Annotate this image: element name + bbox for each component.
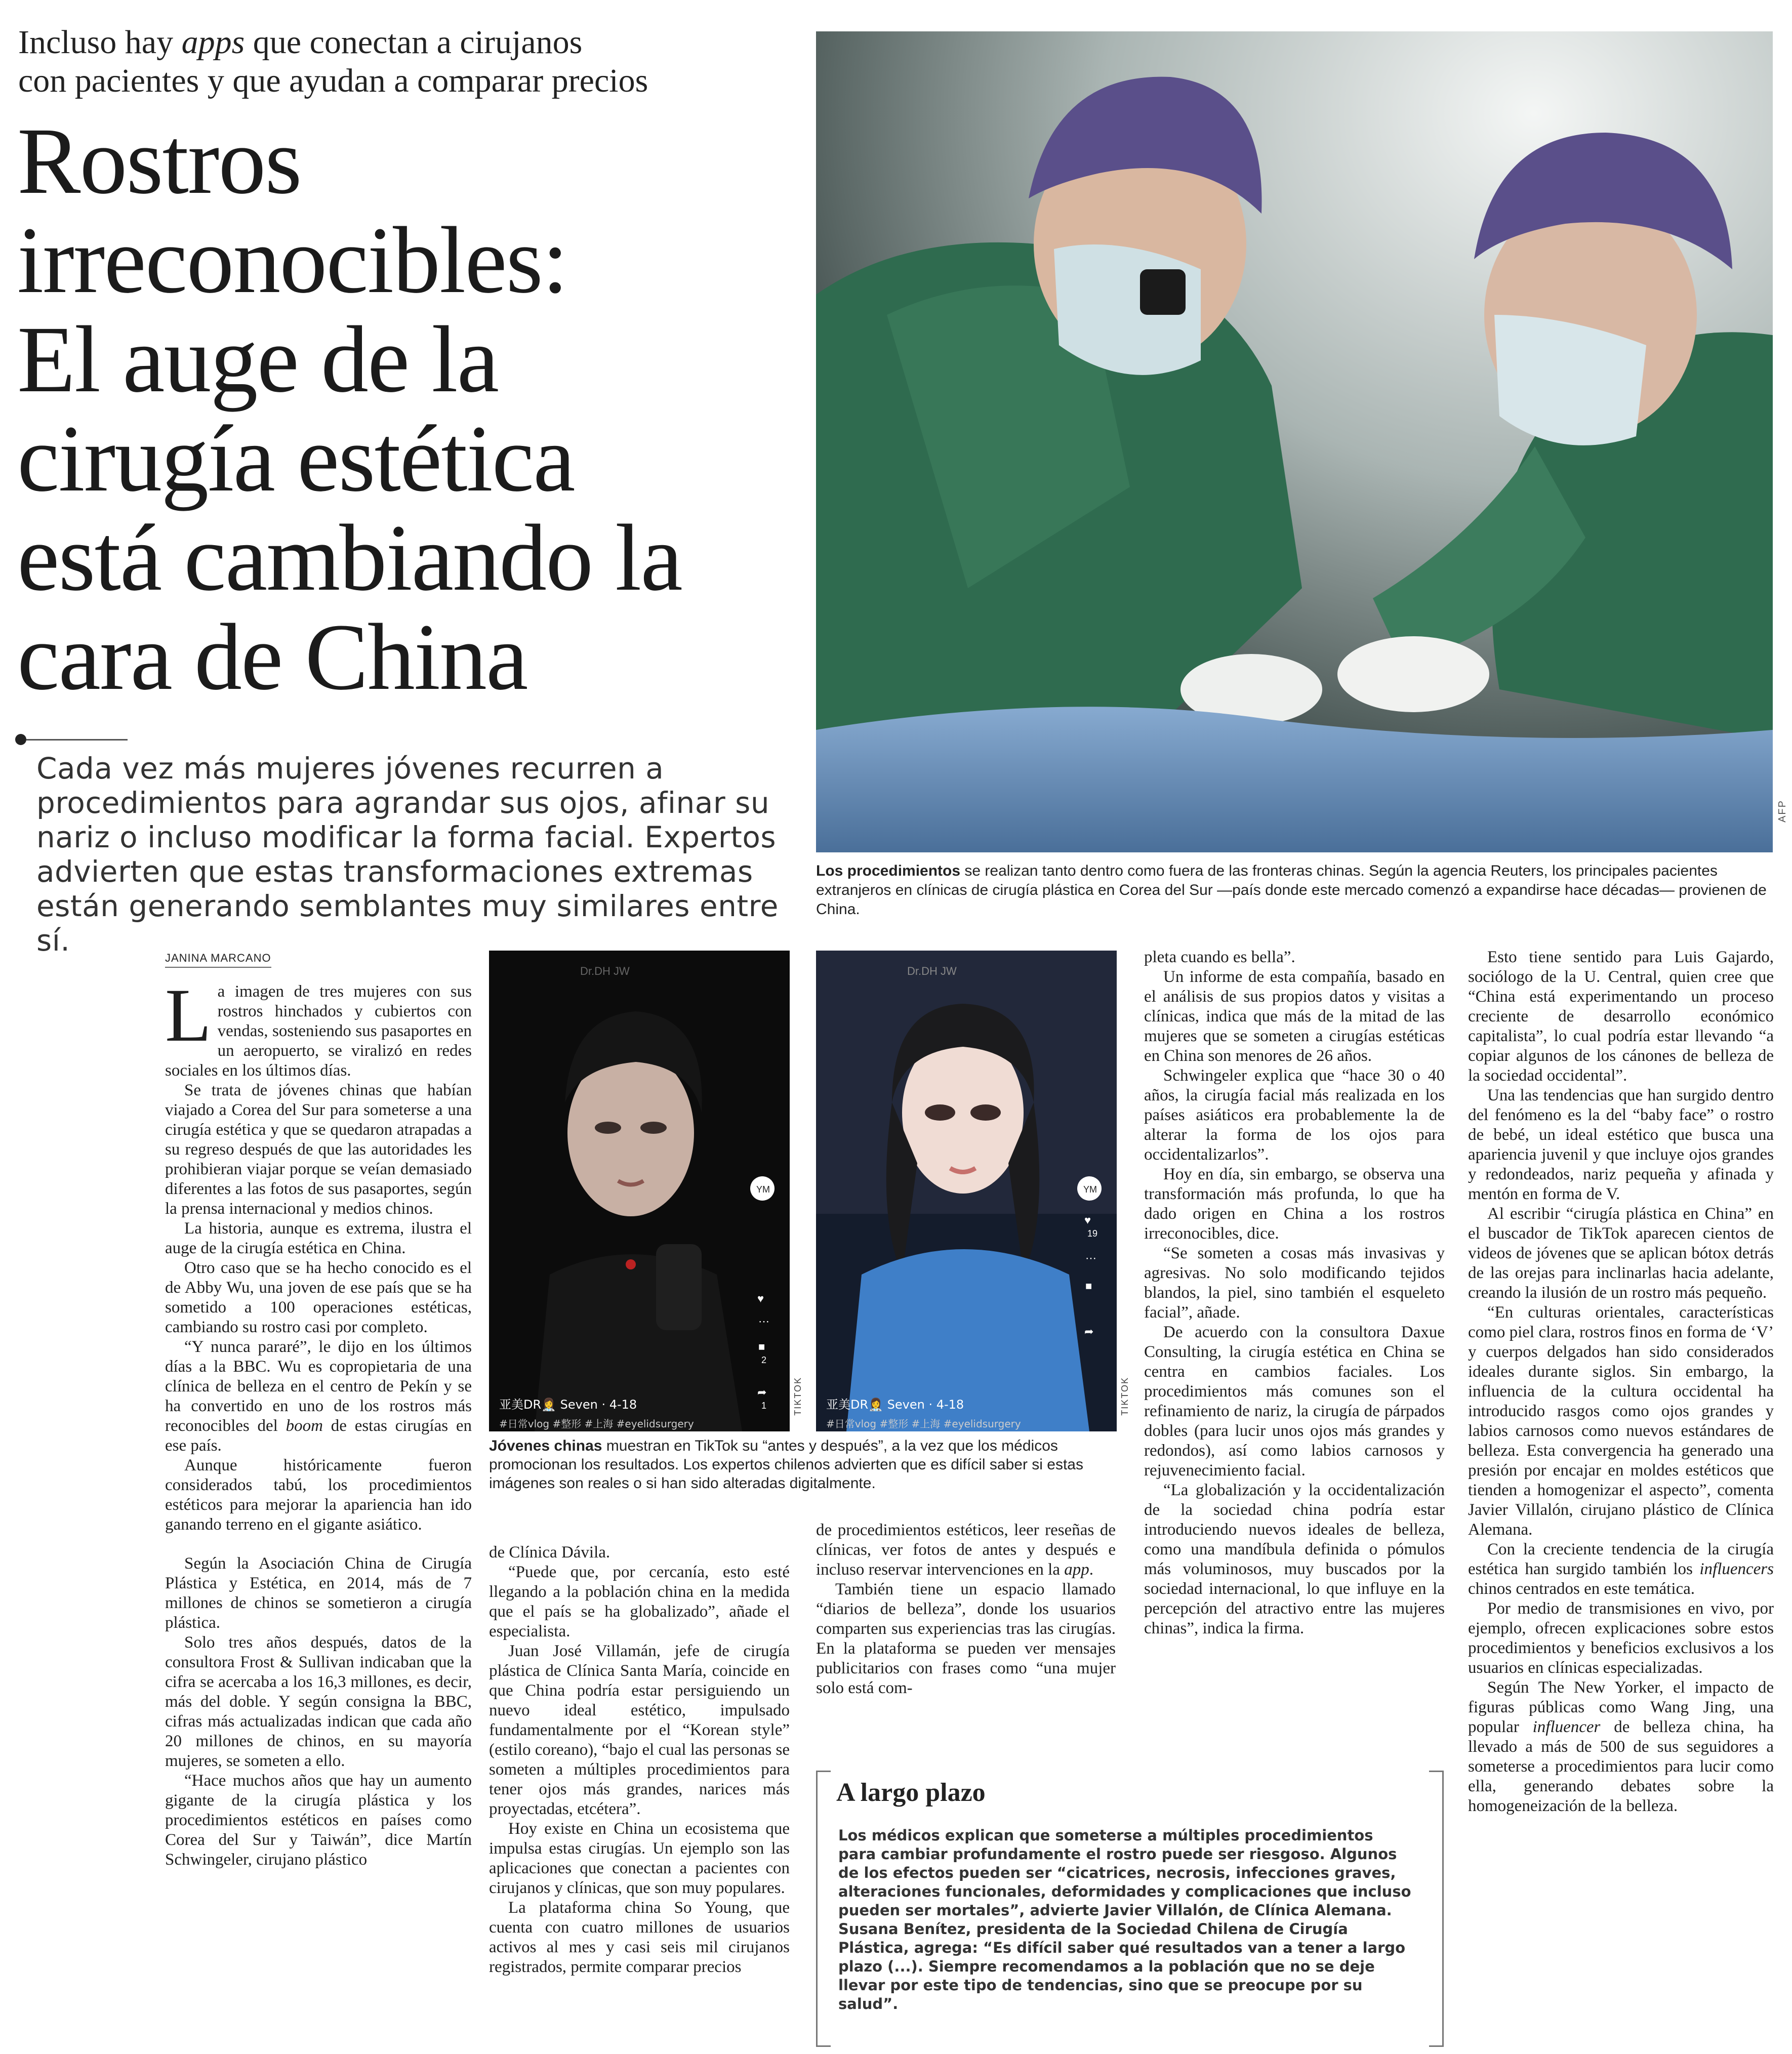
article-column-1: La imagen de tres mujeres con sus rostros hinchados y cubiertos con vendas, sosteniendo sus pasaportes en un aeropuerto, se viralizó en redes sociales en los últimos días. Se trata de jóvenes chinas que habían viajado a Corea del Sur para someterse a una cirugía estética y que se quedaron atrapadas a su regreso después de que las autoridades les prohibieran viajar porque se veían demasiado diferentes a las fotos de sus pasaportes, según la prensa internacional y medios chinos. La historia, aunque es extrema, ilustra el auge de la cirugía estética en China. Otro caso que se ha hecho conocido es el de Abby Wu, una joven de ese país que se ha sometido a 100 operaciones estéticas, cambiando su rostro casi por completo. “Y nunca pararé”, le dijo en los últimos días a la BBC. Wu es copropietaria de una clínica de belleza en el centro de Pekín y se ha convertido en uno de los rostros más reconocibles del boom de estas cirugías en ese país. Aunque históricamente fueron considerados tabú, los procedimientos estéticos para mejorar la apariencia han ido ganando terreno en el gigante asiático. Según la Asociación China de Cirugía Plástica y Estética, en 2014, más de 7 millones de chinos se sometieron a cirugía plástica. Solo tres años después, datos de la consultora Frost & Sullivan indicaban que la cifra se acercaba a los 16,3 millones, es decir, más del doble. Y según consigna la BBC, cifras más actualizadas indican que cada año 20 millones de chinos, en su mayoría mujeres, se someten a ello. “Hace muchos años que hay un aumento gigante de la cirugía plástica y los procedimientos estéticos en países como Corea del Sur y Taiwán”, dice Martín Schwingeler, cirujano plástico bbox=[165, 973, 472, 1869]
lead-paragraph: Cada vez más mujeres jóvenes recurren a procedimientos para agrandar sus ojos, afinar su nariz o incluso modificar la forma facial. Expertos advierten que estas transformaciones extremas están generando semblantes muy similares entre sí. bbox=[36, 751, 779, 958]
svg-text:YM: YM bbox=[756, 1184, 770, 1195]
article-column-2: de Clínica Dávila. “Puede que, por cercanía, esto esté llegando a la población china en la medida que el país se ha globalizado”, añade el especialista. Juan José Villamán, jefe de cirugía plástica de Clínica Santa María, coincide en que China podría estar persiguiendo un nuevo ideal estético, impulsado fundamentalmente por el “Korean style” (estilo coreano), “bajo el cual las personas se someten a múltiples procedimientos para tener ojos más grandes, narices más proyectadas, etcétera”. Hoy existe en China un ecosistema que impulsa estas cirugías. Un ejemplo son las aplicaciones que conectan a pacientes con cirujanos y clínicas, que son muy populares. La plataforma china So Young, que cuenta con cuatro millones de usuarios activos al mes y casi seis mil cirujanos registrados, permite comparar precios bbox=[489, 1543, 790, 1976]
tiktok-caption: Jóvenes chinas muestran en TikTok su “antes y después”, a la vez que los médicos promocionan los resultados. Los expertos chilenos advierten que es difícil saber si estas imágenes son reales o si han sido alteradas digitalmente. bbox=[489, 1437, 1083, 1492]
tiktok-credit: TIKTOK bbox=[1120, 1377, 1130, 1416]
svg-text:Dr.DH JW: Dr.DH JW bbox=[907, 965, 957, 977]
rule-dot bbox=[15, 734, 26, 745]
tiktok-after-image bbox=[816, 951, 1117, 1431]
watermark-text: Dr.DH JW bbox=[580, 965, 630, 977]
like-icon: ♥ bbox=[1084, 1214, 1091, 1226]
sidebar-box bbox=[816, 1771, 1444, 2054]
article-column-5: Esto tiene sentido para Luis Gajardo, sociólogo de la U. Central, quien cree que “China está experimentando un proceso creciente de desarrollo económico capitalista”, lo cual podría estar llevando “a copiar algunos de los cánones de belleza de la sociedad occidental”. Una las tendencias que han surgido dentro del fenómeno es la del “baby face” o rostro de bebé, un ideal estético que busca una apariencia juvenil y que incluye ojos grandes y redondeados, nariz pequeña y afinada y mentón en forma de V. Al escribir “cirugía plástica en China” en el buscador de TikTok aparecen cientos de videos de jóvenes que se aplican bótox detrás de las orejas para inclinarlas hacia adelante, creando la ilusión de un rostro más pequeño. “En culturas orientales, características como piel clara, rostros finos en forma de ‘V’ y cuerpos delgados han sido considerados ideales durante siglos. Sin embargo, la influencia de la cultura occidental ha introducido rasgos como ojos grandes y labios carnosos como nuevos estándares de belleza. Esta convergencia ha generado una presión por encajar en moldes estéticos que tienden a homogenizar el aspecto”, comenta Javier Villalón, cirujano plástico de Clínica Alemana. Con la creciente tendencia de la cirugía estética han surgido también los influencers chinos centrados en este temática. Por medio de transmisiones en vivo, por ejemplo, ofrecen explicaciones sobre estos procedimientos y beneficios exclusivos a los usuarios en clínicas especializadas. Según The New Yorker, el impacto de figuras públicas como Wang Jing, una popular influencer de belleza china, ha llevado a más de 500 de sus seguidores a someterse a procedimientos para lucir como ella, generando debates sobre la homogeneización de la belleza. bbox=[1468, 948, 1774, 1815]
sidebar-title: A largo plazo bbox=[836, 1778, 986, 1807]
like-icon: ♥ bbox=[757, 1292, 764, 1305]
save-icon: ■ bbox=[1085, 1280, 1092, 1292]
byline: JANINA MARCANO bbox=[165, 952, 271, 968]
svg-text:亚美DR👩‍⚕️ Seven · 4-18: 亚美DR👩‍⚕️ Seven · 4-18 bbox=[826, 1398, 964, 1412]
svg-text:YM: YM bbox=[1083, 1184, 1097, 1195]
comment-icon: ⋯ bbox=[1085, 1252, 1096, 1264]
photo-credit: AFP bbox=[1777, 800, 1788, 823]
kicker: Incluso hay apps que conectan a cirujanos con pacientes y que ayudan a comparar precios bbox=[18, 24, 648, 99]
article-column-3: de procedimientos estéticos, leer reseñas de clínicas, ver fotos de antes y después e incluso reservar intervenciones en la app. También tiene un espacio llamado “diarios de belleza”, donde los usuarios comparten sus experiencias tras las cirugías. En la plataforma se pueden ver mensajes publicitarios con frases como “una mujer solo está com- bbox=[816, 1521, 1116, 1697]
share-icon: ➦ bbox=[1084, 1325, 1094, 1338]
photo-caption: Los procedimientos se realizan tanto dentro como fuera de las fronteras chinas. Según la agencia Reuters, los principales pacientes extranjeros en clínicas de cirugía plástica en Corea del Sur —país donde este mercado comenzó a expandirse hace décadas— provienen de China. bbox=[816, 862, 1767, 918]
rule-line bbox=[26, 739, 128, 741]
svg-text:19: 19 bbox=[1087, 1228, 1098, 1239]
dropcap: L bbox=[165, 973, 212, 1057]
tiktok-tags: #日常vlog #整形 #上海 #eyelidsurgery bbox=[499, 1418, 694, 1430]
comment-icon: ⋯ bbox=[758, 1315, 769, 1328]
article-column-4: pleta cuando es bella”. Un informe de esta compañía, basado en el análisis de sus propios datos y visitas a clínicas, indica que más de la mitad de las mujeres que se someten a cirugías estéticas en China son menores de 26 años. Schwingeler explica que “hace 30 o 40 años, la cirugía facial más realizada en los países asiáticos era probablemente la de alterar la forma de los ojos para occidentalizarlos”. Hoy en día, sin embargo, se observa una transformación más profunda, lo que ha dado origen en China a los rostros irreconocibles, dice. “Se someten a cosas más invasivas y agresivas. No solo modificando tejidos blandos, la piel, sino también el esqueleto facial”, añade. De acuerdo con la consultora Daxue Consulting, la cirugía estética en China se centra en cambios faciales. Los procedimientos más comunes son el refinamiento de nariz, la cirugía de párpados dobles (para lucir unos ojos más grandes y redondos), así como labios carnosos y rejuvenecimiento facial. “La globalización y la occidentalización de la sociedad china podría estar introduciendo nuevos ideales de belleza, como una mandíbula definida o pómulos más voluminosos, muy buscados por la sociedad internacional, lo que influye en la percepción del atractivo entre las mujeres chinas”, indica la firma. bbox=[1144, 948, 1445, 1637]
tiktok-user: 亚美DR👩‍⚕️ Seven · 4-18 bbox=[499, 1398, 637, 1412]
headline: Rostros irreconocibles: El auge de la cirugía estética está cambiando la cara de China bbox=[17, 108, 682, 710]
svg-text:#日常vlog #整形 #上海 #eyelidsurgery: #日常vlog #整形 #上海 #eyelidsurgery bbox=[826, 1418, 1021, 1430]
surgery-photo bbox=[816, 31, 1773, 852]
bracket-right bbox=[1429, 1771, 1444, 2047]
tiktok-credit: TIKTOK bbox=[793, 1377, 803, 1416]
save-icon: ■ bbox=[758, 1340, 765, 1353]
svg-text:1: 1 bbox=[761, 1401, 767, 1411]
sidebar-body: Los médicos explican que someterse a múltiples procedimientos para cambiar profundamente el rostro puede ser riesgoso. Algunos de los efectos pueden ser “cicatrices, necrosis, infecciones graves, alteraciones funcionales, deformidades y complicaciones que incluso pueden ser mortales”, advierte Javier Villalón, de Clínica Alemana. Susana Benítez, presidenta de la Sociedad Chilena de Cirugía Plástica, agrega: “Es difícil saber qué resultados van a tener a largo plazo (...). Siempre recomendamos a la población que no se deje llevar por este tipo de tendencias, sino que se preocupe por su salud”. bbox=[838, 1827, 1411, 2012]
bracket-left bbox=[816, 1771, 831, 2047]
svg-text:2: 2 bbox=[761, 1355, 767, 1365]
tiktok-before-image bbox=[489, 951, 790, 1431]
share-icon: ➦ bbox=[757, 1386, 767, 1399]
